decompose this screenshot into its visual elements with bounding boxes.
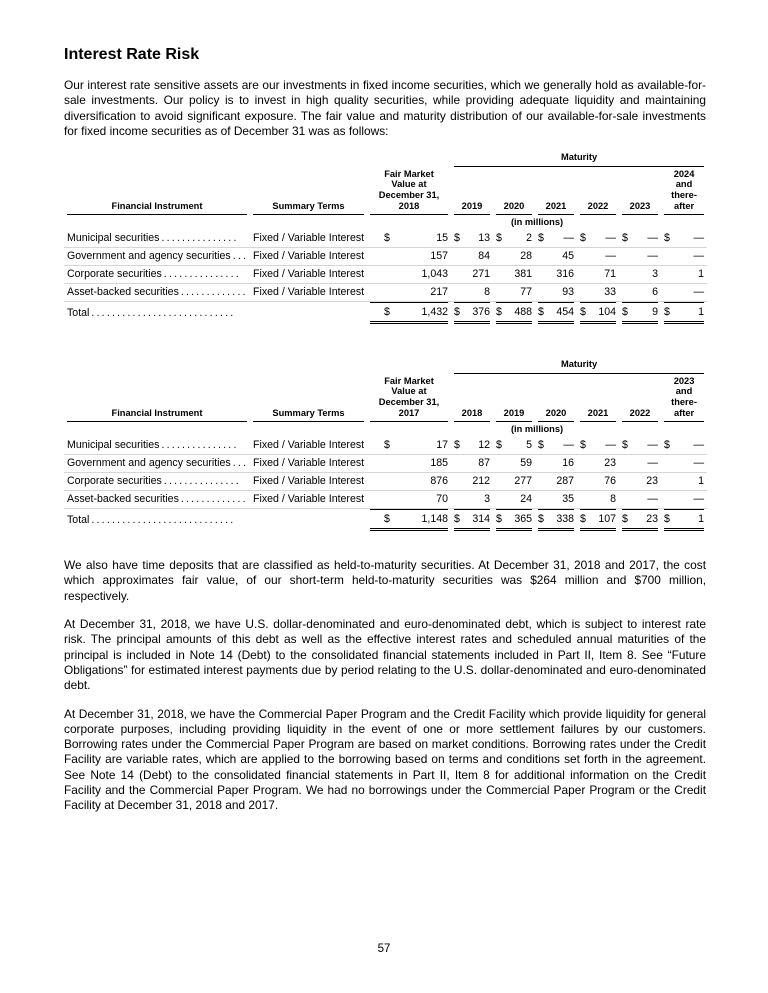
currency-sign: $ [454, 513, 460, 526]
amount-value: 3 [484, 493, 490, 506]
amount-value: 28 [520, 250, 532, 263]
amount-value: 365 [514, 513, 532, 526]
amount-cell [451, 490, 493, 508]
table-row [64, 436, 707, 454]
table-row [64, 247, 707, 265]
table-row [64, 169, 707, 215]
amount-cell [577, 454, 619, 472]
row-label: Municipal securities ............... [64, 229, 250, 247]
row-label: Asset-backed securities ............. [64, 490, 250, 508]
amount-value: — [647, 457, 658, 470]
amount-value: 71 [604, 268, 616, 281]
summary-terms-cell: Fixed / Variable Interest [250, 454, 367, 472]
amount-cell [451, 454, 493, 472]
amount-value: 381 [514, 268, 532, 281]
summary-terms-cell: Fixed / Variable Interest [250, 265, 367, 283]
amount-cell [535, 454, 577, 472]
amount-value: 314 [472, 513, 490, 526]
column-header-terms: Summary Terms [250, 169, 367, 215]
currency-sign: $ [664, 306, 670, 319]
amount-cell [367, 265, 451, 283]
amount-cell [661, 472, 707, 490]
column-header-fmv: Fair Market Value at December 31, 2017 [367, 376, 451, 422]
column-header-instrument: Financial Instrument [64, 169, 250, 215]
dot-leader: ............... [163, 268, 241, 281]
summary-terms-cell: Fixed / Variable Interest [250, 229, 367, 247]
amount-value: 1 [698, 306, 705, 319]
column-header-fmv: Fair Market Value at December 31, 2018 [367, 169, 451, 215]
column-header-terms: Summary Terms [250, 376, 367, 422]
column-header-year: 2020 [535, 376, 577, 422]
amount-value: 8 [484, 286, 490, 299]
amount-value: 271 [472, 268, 490, 281]
amount-value: 217 [430, 286, 448, 299]
amount-cell [367, 490, 451, 508]
amount-cell [493, 265, 535, 283]
page-title: Interest Rate Risk [64, 46, 200, 63]
amount-cell [661, 436, 707, 454]
table-row [64, 265, 707, 283]
column-header-thereafter: 2024 and there-after [661, 169, 707, 215]
amount-cell [577, 301, 619, 325]
amount-value: 84 [478, 250, 490, 263]
table-row [64, 472, 707, 490]
currency-sign: $ [622, 438, 628, 451]
dot-leader: ............................ [91, 307, 236, 320]
column-header-year: 2022 [577, 169, 619, 215]
amount-cell [577, 247, 619, 265]
amount-value: 338 [556, 513, 574, 526]
column-header-year: 2018 [451, 376, 493, 422]
amount-value: 287 [556, 475, 574, 488]
amount-cell [367, 283, 451, 301]
amount-value: 76 [604, 475, 616, 488]
currency-sign: $ [538, 438, 544, 451]
amount-cell [367, 508, 451, 532]
amount-value: — [605, 231, 616, 244]
row-label: Corporate securities ............... [64, 472, 250, 490]
amount-cell [493, 490, 535, 508]
amount-cell [619, 283, 661, 301]
currency-sign: $ [384, 513, 390, 526]
dot-leader: ............................ [91, 514, 236, 527]
amount-cell [493, 436, 535, 454]
amount-value: 316 [556, 268, 574, 281]
summary-terms-cell: Fixed / Variable Interest [250, 472, 367, 490]
amount-value: — [693, 438, 705, 451]
amount-cell [619, 454, 661, 472]
table-row [64, 490, 707, 508]
amount-value: 104 [598, 306, 616, 319]
maturity-span-cell [451, 359, 707, 376]
amount-cell [535, 265, 577, 283]
amount-value: 9 [652, 306, 658, 319]
table-row [64, 229, 707, 247]
commercial-paper-paragraph: At December 31, 2018, we have the Commercial Paper Program and the Credit Facility which provide liquidity for general corporate purposes, including providing liquidity in the event of one or more settlement failures by our customers. Borrowing rates under the Commercial Paper Program are based on market conditions. Borrowing rates under the Credit Facility are variable rates, which are applied to the borrowing based on terms and conditions set forth in the agreement. See Note 14 (Debt) to the consolidated financial statements in Part II, Item 8 for additional information on the Credit Facility and the Commercial Paper Program. We had no borrowings under the Commercial Paper Program or the Credit Facility at December 31, 2018 and 2017. [64, 706, 706, 813]
amount-value: 23 [646, 513, 658, 526]
amount-value: 45 [562, 250, 574, 263]
amount-value: 454 [556, 306, 574, 319]
amount-cell [451, 283, 493, 301]
amount-cell [619, 301, 661, 325]
amount-cell [535, 490, 577, 508]
amount-cell [493, 283, 535, 301]
amount-cell [367, 436, 451, 454]
amount-value: 1 [698, 513, 705, 526]
amount-cell [577, 229, 619, 247]
amount-cell [577, 508, 619, 532]
amount-cell [493, 454, 535, 472]
dot-leader: ............... [161, 438, 239, 451]
currency-sign: $ [538, 231, 544, 244]
amount-value: — [647, 438, 658, 451]
table-row [64, 152, 707, 169]
currency-sign: $ [384, 438, 390, 451]
currency-sign: $ [384, 231, 390, 244]
amount-cell [577, 265, 619, 283]
amount-cell [535, 229, 577, 247]
amount-cell [661, 301, 707, 325]
table-row [64, 454, 707, 472]
amount-value: 277 [514, 475, 532, 488]
amount-value: 12 [478, 438, 490, 451]
amount-value: — [693, 457, 705, 470]
dot-leader: ... [232, 457, 249, 470]
amount-cell [451, 247, 493, 265]
column-header-year: 2023 [619, 169, 661, 215]
amount-value: 1,148 [421, 513, 448, 526]
currency-sign: $ [496, 306, 502, 319]
amount-cell [619, 436, 661, 454]
amount-cell [451, 229, 493, 247]
amount-cell [493, 508, 535, 532]
amount-value: 77 [520, 286, 532, 299]
amount-cell [577, 436, 619, 454]
held-to-maturity-paragraph: We also have time deposits that are classified as held-to-maturity securities. At December 31, 2018 and 2017, the cost which approximates fair value, of our short-term held-to-maturity securities was $264 million and $700 million, respectively. [64, 558, 706, 603]
amount-cell [577, 490, 619, 508]
table-row [64, 376, 707, 422]
amount-cell [661, 229, 707, 247]
currency-sign: $ [664, 438, 670, 451]
amount-value: 3 [652, 268, 658, 281]
amount-value: 1 [698, 475, 705, 488]
amount-value: 70 [436, 493, 448, 506]
currency-sign: $ [664, 231, 670, 244]
amount-value: — [693, 250, 705, 263]
amount-value: 59 [520, 457, 532, 470]
amount-cell [619, 490, 661, 508]
column-header-thereafter: 2023 and there-after [661, 376, 707, 422]
amount-value: 15 [436, 231, 448, 244]
row-label: Corporate securities ............... [64, 265, 250, 283]
amount-cell [367, 229, 451, 247]
amount-value: 1 [698, 268, 705, 281]
amount-value: 16 [562, 457, 574, 470]
table-row [64, 215, 707, 229]
amount-cell [661, 265, 707, 283]
amount-cell [535, 436, 577, 454]
amount-value: 24 [520, 493, 532, 506]
column-header-year: 2020 [493, 169, 535, 215]
amount-value: — [647, 250, 658, 263]
row-label: Total ............................ [67, 307, 236, 320]
currency-sign: $ [622, 513, 628, 526]
column-header-year: 2019 [451, 169, 493, 215]
row-label: Total ............................ [67, 514, 236, 527]
column-header-year: 2021 [577, 376, 619, 422]
currency-sign: $ [496, 231, 502, 244]
amount-value: 23 [604, 457, 616, 470]
amount-value: 17 [436, 438, 448, 451]
currency-sign: $ [622, 231, 628, 244]
summary-terms-cell: Fixed / Variable Interest [250, 490, 367, 508]
amount-value: — [647, 493, 658, 506]
amount-cell [493, 472, 535, 490]
amount-value: 107 [598, 513, 616, 526]
dot-leader: ............... [163, 475, 241, 488]
amount-value: 23 [646, 475, 658, 488]
dot-leader: ............. [180, 493, 248, 506]
units-label: (in millions) [510, 424, 564, 435]
amount-cell [367, 454, 451, 472]
amount-cell [619, 472, 661, 490]
amount-cell [619, 508, 661, 532]
amount-cell [367, 247, 451, 265]
units-label: (in millions) [510, 217, 564, 228]
currency-sign: $ [538, 513, 544, 526]
amount-cell [535, 283, 577, 301]
amount-cell [451, 472, 493, 490]
total-row [64, 508, 707, 532]
amount-value: 8 [610, 493, 616, 506]
amount-cell [493, 247, 535, 265]
amount-value: — [605, 438, 616, 451]
amount-value: 376 [472, 306, 490, 319]
amount-value: 876 [430, 475, 448, 488]
currency-sign: $ [580, 306, 586, 319]
amount-value: 35 [562, 493, 574, 506]
amount-cell [493, 229, 535, 247]
amount-cell [661, 283, 707, 301]
currency-sign: $ [580, 231, 586, 244]
dot-leader: ... [232, 250, 249, 263]
summary-terms-cell: Fixed / Variable Interest [250, 247, 367, 265]
amount-cell [451, 436, 493, 454]
amount-value: — [647, 231, 658, 244]
amount-value: — [563, 438, 574, 451]
table-row [64, 359, 707, 376]
amount-value: 1,432 [421, 306, 448, 319]
amount-cell [619, 247, 661, 265]
amount-value: — [693, 231, 705, 244]
amount-value: 2 [526, 231, 532, 244]
currency-sign: $ [538, 306, 544, 319]
row-label: Government and agency securities ... [64, 454, 250, 472]
amount-value: 212 [472, 475, 490, 488]
amount-cell [367, 472, 451, 490]
amount-value: 87 [478, 457, 490, 470]
currency-sign: $ [454, 231, 460, 244]
amount-cell [619, 265, 661, 283]
amount-value: 33 [604, 286, 616, 299]
amount-value: 5 [526, 438, 532, 451]
row-label: Government and agency securities ... [64, 247, 250, 265]
column-header-year: 2022 [619, 376, 661, 422]
amount-cell [661, 508, 707, 532]
amount-value: — [693, 286, 705, 299]
column-header-instrument: Financial Instrument [64, 376, 250, 422]
debt-paragraph: At December 31, 2018, we have U.S. dollar-denominated and euro-denominated debt, which is subject to interest rate risk. The principal amounts of this debt as well as the effective interest rates and scheduled annual maturities of the principal is included in Note 14 (Debt) to the consolidated financial statements included in Part II, Item 8. See “Future Obligations” for estimated interest payments due by period relating to the U.S. dollar-denominated and euro-denominated debt. [64, 617, 706, 693]
maturity-span-cell [451, 152, 707, 169]
currency-sign: $ [454, 306, 460, 319]
amount-value: 13 [478, 231, 490, 244]
table-row [64, 422, 707, 436]
amount-cell [367, 301, 451, 325]
amount-cell [451, 265, 493, 283]
amount-cell [661, 454, 707, 472]
currency-sign: $ [580, 513, 586, 526]
summary-terms-cell: Fixed / Variable Interest [250, 436, 367, 454]
amount-value: 185 [430, 457, 448, 470]
amount-cell [535, 472, 577, 490]
amount-cell [535, 508, 577, 532]
amount-value: 1,043 [421, 268, 448, 281]
page-number: 57 [377, 943, 391, 955]
amount-value: — [605, 250, 616, 263]
maturity-table-2018 [64, 152, 706, 325]
currency-sign: $ [384, 306, 390, 319]
maturity-table-2017 [64, 359, 706, 532]
row-label: Municipal securities ............... [64, 436, 250, 454]
column-header-year: 2021 [535, 169, 577, 215]
currency-sign: $ [454, 438, 460, 451]
row-label: Asset-backed securities ............. [64, 283, 250, 301]
amount-value: 488 [514, 306, 532, 319]
amount-cell [577, 472, 619, 490]
currency-sign: $ [496, 513, 502, 526]
amount-value: 157 [430, 250, 448, 263]
dot-leader: ............. [180, 286, 248, 299]
amount-cell [493, 301, 535, 325]
currency-sign: $ [580, 438, 586, 451]
amount-value: 93 [562, 286, 574, 299]
column-header-year: 2019 [493, 376, 535, 422]
amount-value: — [693, 493, 705, 506]
amount-cell [451, 508, 493, 532]
amount-cell [619, 229, 661, 247]
amount-cell [661, 247, 707, 265]
currency-sign: $ [664, 513, 670, 526]
maturity-label: Maturity [454, 359, 704, 374]
summary-terms-cell: Fixed / Variable Interest [250, 283, 367, 301]
table-row [64, 283, 707, 301]
amount-cell [535, 301, 577, 325]
currency-sign: $ [622, 306, 628, 319]
amount-cell [535, 247, 577, 265]
total-row [64, 301, 707, 325]
amount-value: 6 [652, 286, 658, 299]
amount-cell [577, 283, 619, 301]
maturity-label: Maturity [454, 152, 704, 167]
currency-sign: $ [496, 438, 502, 451]
dot-leader: ............... [161, 231, 239, 244]
amount-cell [661, 490, 707, 508]
amount-value: — [563, 231, 574, 244]
amount-cell [451, 301, 493, 325]
intro-paragraph: Our interest rate sensitive assets are our investments in fixed income securities, which we generally hold as available-for-sale investments. Our policy is to invest in high quality securities, while providing adequate liquidity and maintaining diversification to avoid significant exposure. The fair value and maturity distribution of our available-for-sale investments for fixed income securities as of December 31 was as follows: [64, 78, 706, 138]
